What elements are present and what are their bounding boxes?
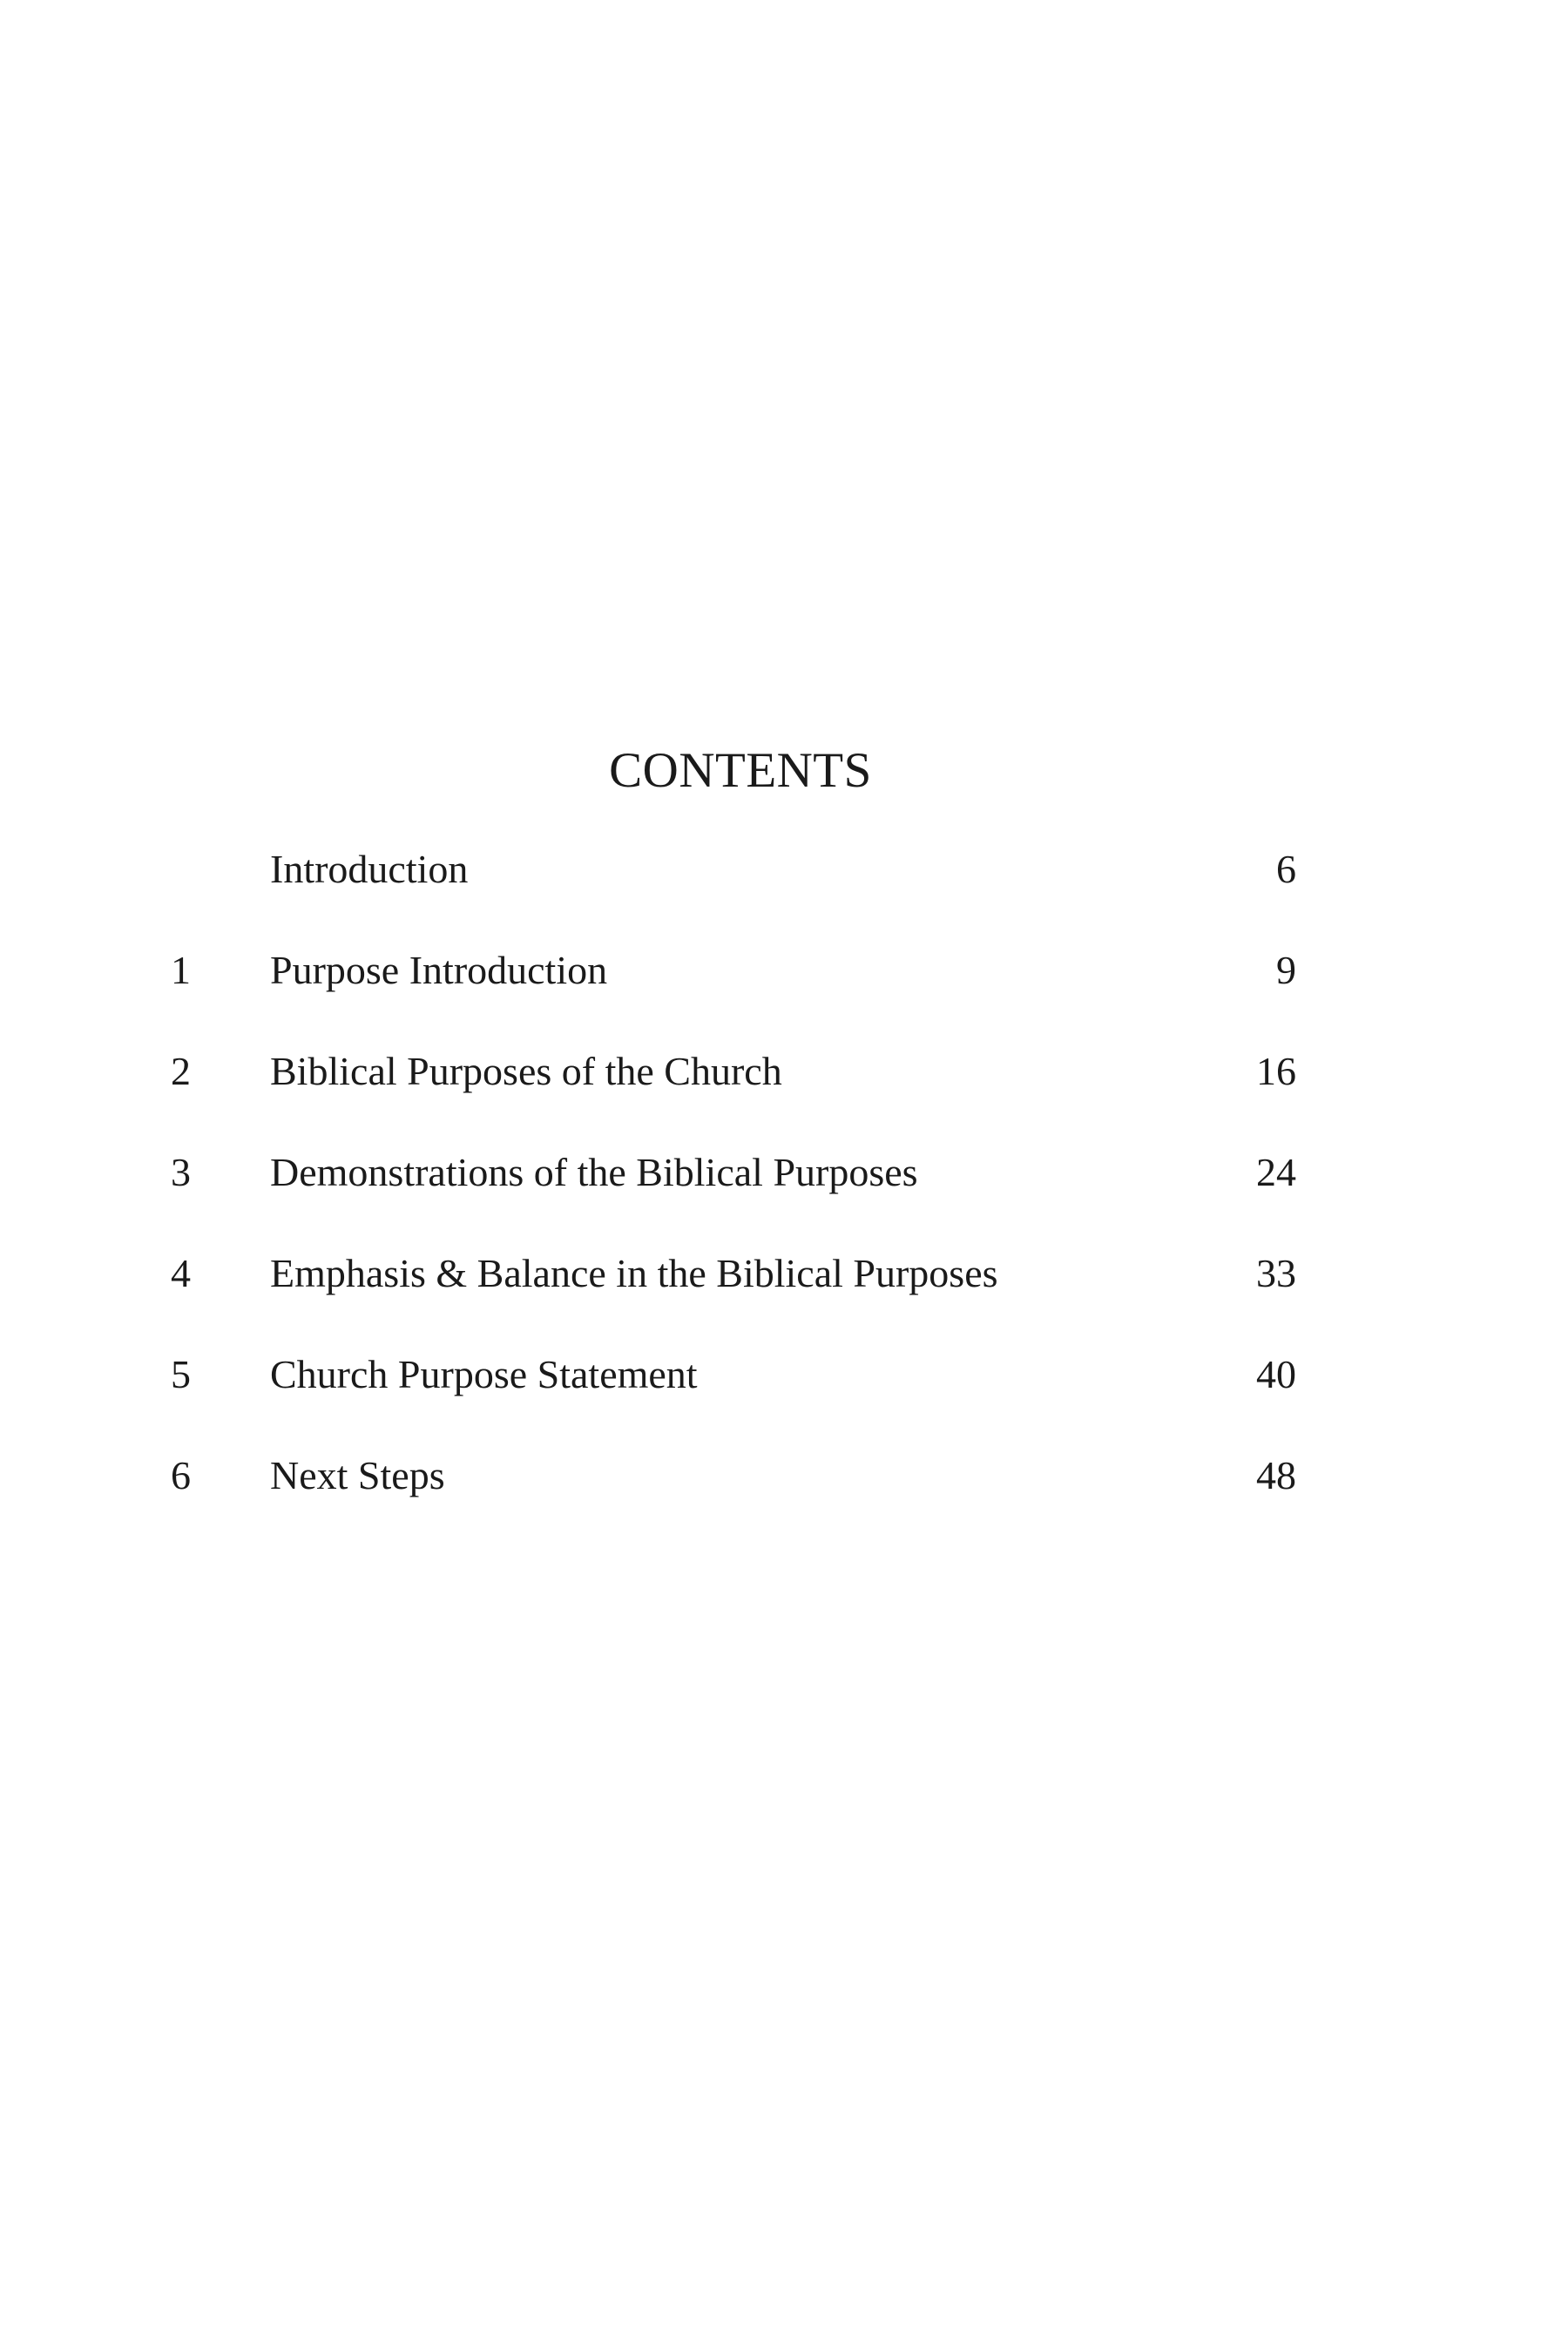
toc-entry-chapter-2 xyxy=(0,1041,1568,1142)
toc-entry-number: 5 xyxy=(171,1352,191,1396)
toc-entry-label: Church Purpose Statement xyxy=(270,1352,698,1396)
toc-entry-page: 33 xyxy=(1256,1251,1296,1295)
toc-entry-chapter-4 xyxy=(0,1243,1568,1344)
page-title: CONTENTS xyxy=(609,743,872,798)
toc-entry-page: 40 xyxy=(1256,1352,1296,1396)
toc-entry-number: 2 xyxy=(171,1049,191,1093)
toc-entry-number: 6 xyxy=(171,1453,191,1497)
toc-entry-number: 1 xyxy=(171,948,191,992)
toc-entry-page: 9 xyxy=(1276,948,1296,992)
toc-entry-label: Purpose Introduction xyxy=(270,948,608,992)
toc-entry-label: Emphasis & Balance in the Biblical Purposes xyxy=(270,1251,998,1295)
toc-entry-chapter-1 xyxy=(0,940,1568,1041)
toc-entry-label: Demonstrations of the Biblical Purposes xyxy=(270,1150,918,1194)
toc-entry-label: Biblical Purposes of the Church xyxy=(270,1049,782,1093)
toc-entry-number: 4 xyxy=(171,1251,191,1295)
toc-entry-page: 6 xyxy=(1276,847,1296,891)
toc-entry-chapter-6 xyxy=(0,1445,1568,1546)
toc-list xyxy=(0,839,1568,1546)
toc-entry-label: Next Steps xyxy=(270,1453,445,1497)
toc-entry-page: 48 xyxy=(1256,1453,1296,1497)
toc-entry-introduction xyxy=(0,839,1568,940)
toc-entry-chapter-3 xyxy=(0,1142,1568,1243)
toc-entry-number: 3 xyxy=(171,1150,191,1194)
toc-entry-chapter-5 xyxy=(0,1344,1568,1445)
toc-entry-page: 24 xyxy=(1256,1150,1296,1194)
toc-entry-label: Introduction xyxy=(270,847,469,891)
toc-entry-page: 16 xyxy=(1256,1049,1296,1093)
